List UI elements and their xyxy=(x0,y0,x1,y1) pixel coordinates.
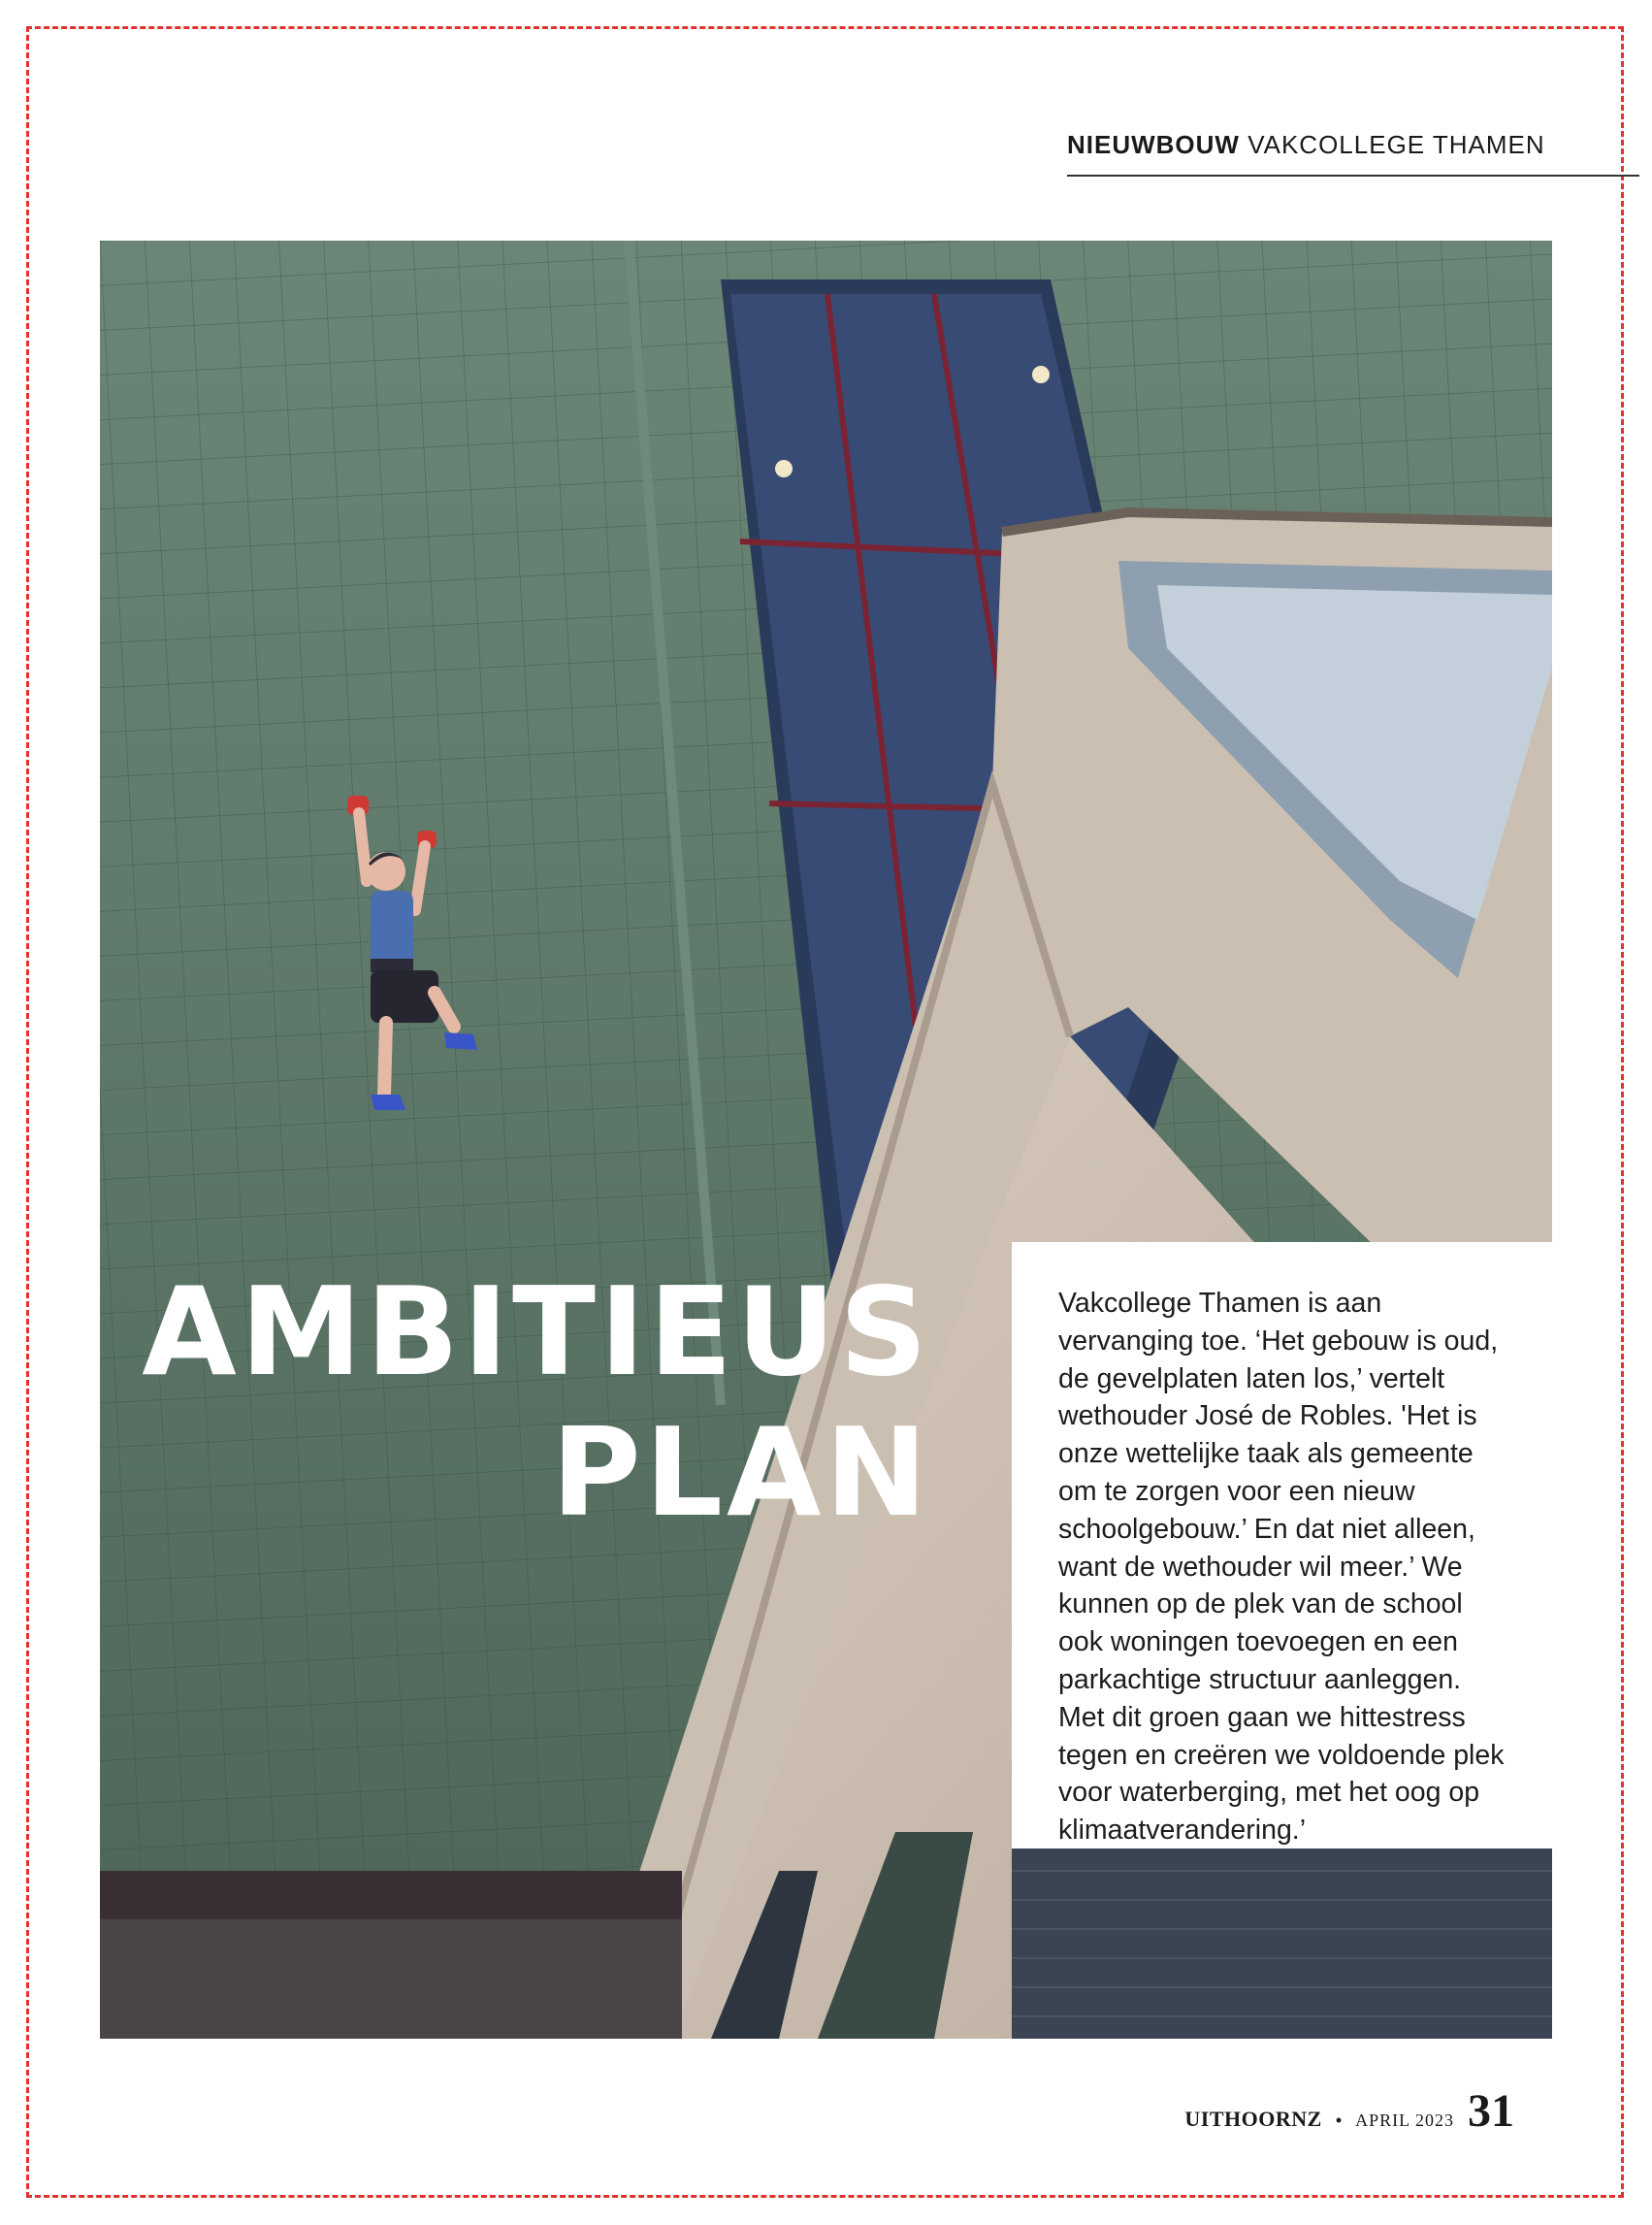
intro-paragraph: Vakcollege Thamen is aan vervanging toe. ‘Het gebouw is oud, de gevelplaten laten los,’ vertelt wethouder José de Robles. 'Het is onze wettelijke taak als gemeente om te zorgen voor een nieuw schoolgebouw.’ En dat niet alleen, want de wethouder wil meer.’ We kunnen op de plek van de school ook woningen toevoegen en een parkachtige structuur aanleggen. Met dit groen gaan we hittestress tegen en creëren we voldoende plek voor waterberging, met het oog op klimaatverandering.’ xyxy=(1058,1288,1505,1847)
page-number: 31 xyxy=(1468,2085,1514,2137)
section-label xyxy=(1067,130,1630,160)
issue-date: APRIL 2023 xyxy=(1355,2110,1454,2130)
section-label-rest: VAKCOLLEGE THAMEN xyxy=(1239,130,1545,159)
headline-line-2: PLAN xyxy=(551,1401,931,1544)
section-label-bold: NIEUWBOUW xyxy=(1067,130,1240,159)
intro-text-box xyxy=(1012,1242,1552,1849)
footer-separator: • xyxy=(1335,2110,1343,2130)
page-footer xyxy=(1184,2084,1514,2137)
magazine-logo: UITHOORNZ xyxy=(1184,2107,1322,2131)
headline xyxy=(136,1261,931,1543)
headline-line-1: AMBITIEUS xyxy=(142,1260,931,1403)
section-rule xyxy=(1067,175,1639,177)
